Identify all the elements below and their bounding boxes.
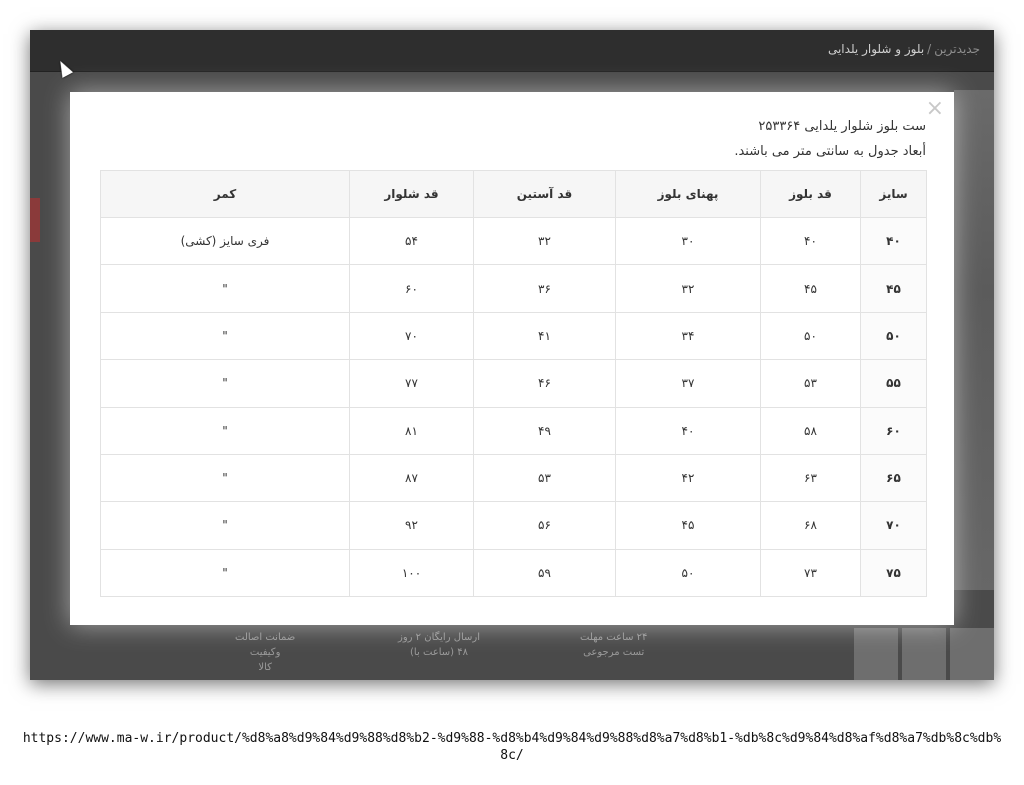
header-blouse-length: قد بلوز — [761, 171, 861, 218]
table-cell: ۵۰ — [861, 312, 927, 359]
table-cell: ۴۵ — [861, 265, 927, 312]
table-cell: ۴۰ — [761, 218, 861, 265]
table-cell: ۵۸ — [761, 407, 861, 454]
table-cell: ۴۰ — [861, 218, 927, 265]
browser-viewport — [30, 30, 994, 680]
table-cell: ۴۹ — [474, 407, 616, 454]
table-row — [101, 312, 927, 359]
breadcrumb-home[interactable]: جدیدترین — [934, 42, 980, 56]
table-row — [101, 407, 927, 454]
header-size: سایز — [861, 171, 927, 218]
table-cell: ۴۰ — [616, 407, 761, 454]
product-thumbnails — [844, 628, 994, 680]
modal-note: أبعاد جدول به سانتی متر می باشند. — [734, 144, 926, 159]
table-cell: ۷۰ — [350, 312, 474, 359]
table-cell: " — [101, 502, 350, 549]
table-cell: " — [101, 454, 350, 501]
table-row — [101, 218, 927, 265]
page-url: https://www.ma-w.ir/product/%d8%a8%d9%84%d9%88%d8%b2-%d9%88-%d8%b4%d9%84%d9%88%d8%a7%d8%b1-%db%8c%d9%84%d8%af%d8%a7%db%8c%db%8c/ — [22, 731, 1002, 763]
header-waist: کمر — [101, 171, 350, 218]
table-cell: ۵۰ — [761, 312, 861, 359]
table-cell: " — [101, 407, 350, 454]
table-header-row — [101, 171, 927, 218]
table-cell: ۳۲ — [616, 265, 761, 312]
table-cell: ۴۶ — [474, 360, 616, 407]
table-cell: ۸۱ — [350, 407, 474, 454]
breadcrumb-current: بلوز و شلوار یلدایی — [827, 42, 925, 56]
table-cell: ۷۷ — [350, 360, 474, 407]
table-row — [101, 502, 927, 549]
feature-guarantee: ضمانت اصالت وکیفیت کالا — [235, 632, 296, 673]
table-cell: فری سایز (کشی) — [101, 218, 350, 265]
table-cell: ۶۰ — [350, 265, 474, 312]
table-cell: ۶۰ — [861, 407, 927, 454]
table-cell: ۴۵ — [761, 265, 861, 312]
table-cell: ۶۵ — [861, 454, 927, 501]
table-cell: ۶۸ — [761, 502, 861, 549]
feature-shipping: ارسال رایگان ۲ روز ۴۸ (ساعت با) — [398, 632, 481, 658]
table-cell: ۳۲ — [474, 218, 616, 265]
breadcrumb-separator: / — [927, 42, 932, 56]
table-row — [101, 454, 927, 501]
table-cell: ۵۵ — [861, 360, 927, 407]
site-header — [30, 30, 994, 72]
table-cell: " — [101, 265, 350, 312]
size-guide-modal — [70, 92, 954, 625]
table-cell: ۹۲ — [350, 502, 474, 549]
table-cell: ۴۵ — [616, 502, 761, 549]
table-cell: " — [101, 360, 350, 407]
side-tab[interactable] — [30, 198, 40, 242]
table-cell: ۳۴ — [616, 312, 761, 359]
close-icon[interactable]: × — [925, 96, 944, 121]
table-cell: ۵۳ — [761, 360, 861, 407]
table-cell: ۷۰ — [861, 502, 927, 549]
table-row — [101, 265, 927, 312]
table-cell: ۵۶ — [474, 502, 616, 549]
table-cell: ۳۶ — [474, 265, 616, 312]
thumbnail[interactable] — [854, 628, 898, 680]
table-cell: ۳۰ — [616, 218, 761, 265]
header-blouse-width: پهنای بلوز — [616, 171, 761, 218]
table-cell: ۶۳ — [761, 454, 861, 501]
table-cell: ۵۳ — [474, 454, 616, 501]
size-table — [100, 170, 927, 597]
table-cell: ۴۱ — [474, 312, 616, 359]
table-cell: ۵۰ — [616, 549, 761, 596]
table-cell: " — [101, 549, 350, 596]
table-row — [101, 549, 927, 596]
header-pants-length: قد شلوار — [350, 171, 474, 218]
modal-title: ست بلوز شلوار یلدایی ۲۵۳۳۶۴ — [758, 119, 926, 134]
thumbnail[interactable] — [950, 628, 994, 680]
table-cell: ۴۲ — [616, 454, 761, 501]
table-row — [101, 360, 927, 407]
table-cell: ۵۴ — [350, 218, 474, 265]
table-cell: " — [101, 312, 350, 359]
table-cell: ۷۵ — [861, 549, 927, 596]
table-cell: ۷۳ — [761, 549, 861, 596]
thumbnail[interactable] — [902, 628, 946, 680]
table-cell: ۳۷ — [616, 360, 761, 407]
product-image[interactable] — [954, 90, 994, 590]
table-cell: ۵۹ — [474, 549, 616, 596]
feature-return: ۲۴ ساعت مهلت تست مرجوعی — [580, 632, 648, 658]
breadcrumb — [828, 42, 980, 56]
table-cell: ۸۷ — [350, 454, 474, 501]
table-cell: ۱۰۰ — [350, 549, 474, 596]
header-sleeve-length: قد آستین — [474, 171, 616, 218]
